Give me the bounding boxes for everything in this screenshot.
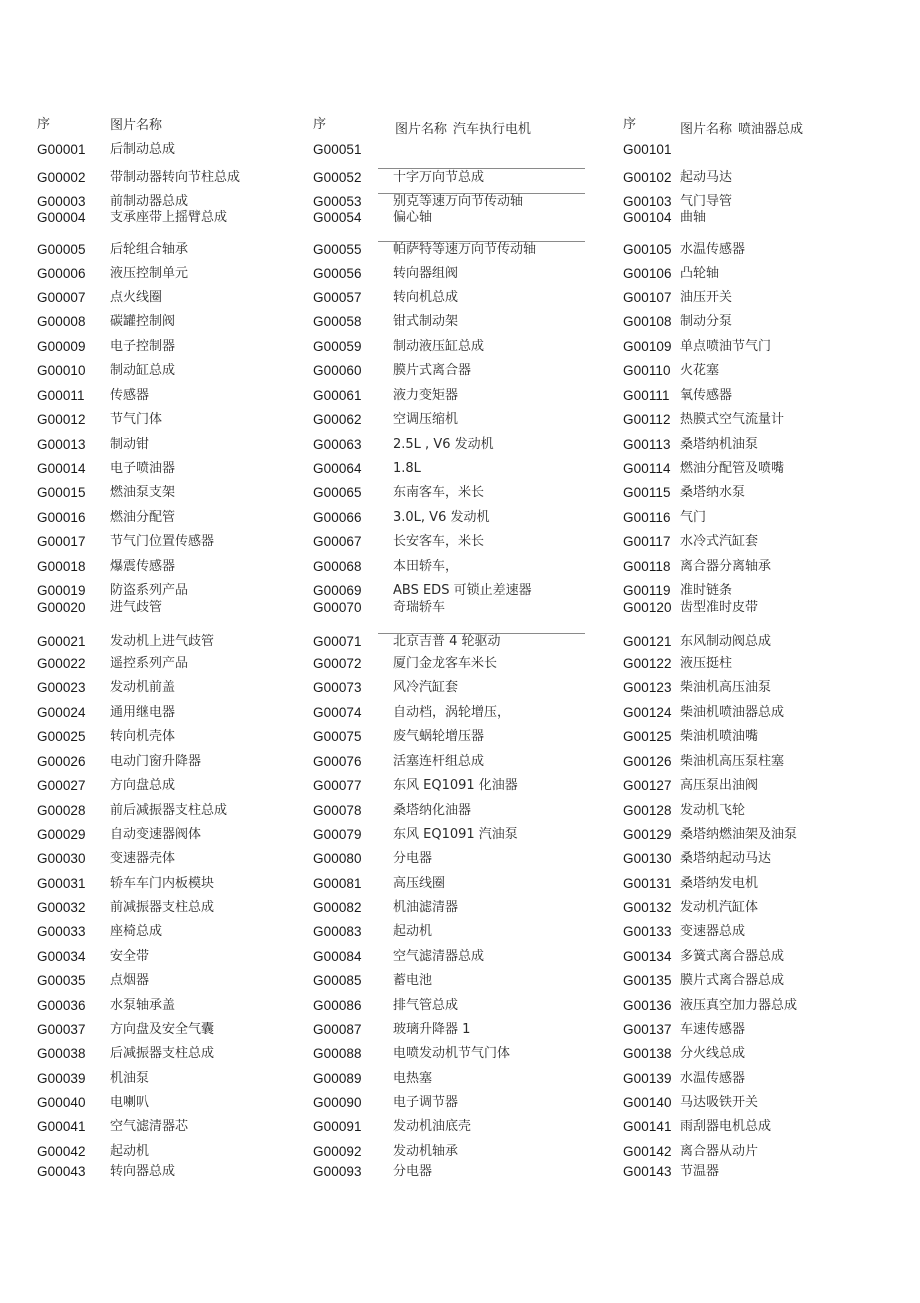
part-code: G00120: [623, 600, 672, 615]
divider-line: [378, 168, 585, 169]
part-name: 桑塔纳燃油架及油泵: [680, 827, 798, 842]
part-code: G00082: [313, 900, 362, 915]
part-name: 分火线总成: [680, 1046, 746, 1061]
part-name: 起动机: [393, 924, 433, 939]
part-name: 柴油机高压油泵: [680, 680, 772, 695]
part-code: G00117: [623, 534, 671, 549]
part-code: G00020: [37, 600, 86, 615]
part-name: 电动门窗升降器: [110, 754, 202, 769]
part-name: 准时链条: [680, 583, 733, 598]
column-header-seq: 序: [623, 117, 637, 132]
part-code: G00065: [313, 485, 362, 500]
part-code: G00130: [623, 851, 672, 866]
part-code: G00025: [37, 729, 86, 744]
part-name: 电喇叭: [110, 1095, 150, 1110]
part-name: 前制动器总成: [110, 194, 189, 209]
part-code: G00052: [313, 170, 362, 185]
part-code: G00008: [37, 314, 86, 329]
part-name: 桑塔纳水泵: [680, 485, 746, 500]
part-name: 带制动器转向节柱总成: [110, 170, 241, 185]
part-code: G00018: [37, 559, 86, 574]
part-name: 自动变速器阀体: [110, 827, 202, 842]
column-header-name: [680, 122, 803, 138]
part-name: 单点喷油节气门: [680, 339, 772, 354]
part-code: G00066: [313, 510, 362, 525]
part-code: G00113: [623, 437, 671, 452]
part-code: G00101: [623, 142, 672, 157]
part-name: 柴油机高压泵柱塞: [680, 754, 785, 769]
part-name: 传感器: [110, 388, 150, 403]
part-name: 东风 EQ1091 汽油泵: [393, 827, 518, 842]
part-code: G00043: [37, 1164, 86, 1179]
part-code: G00092: [313, 1144, 362, 1159]
part-name: 转向机总成: [393, 290, 459, 305]
part-code: G00017: [37, 534, 86, 549]
part-name: 轿车车门内板模块: [110, 876, 215, 891]
part-name: 齿型准时皮带: [680, 600, 759, 615]
part-code: G00080: [313, 851, 362, 866]
part-name: 电热塞: [393, 1071, 433, 1086]
part-name: 奇瑞轿车: [393, 600, 446, 615]
part-name: 水冷式汽缸套: [680, 534, 759, 549]
part-name: 高压泵出油阀: [680, 778, 759, 793]
part-code: G00077: [313, 778, 362, 793]
part-name: 液压控制单元: [110, 266, 189, 281]
part-code: G00075: [313, 729, 362, 744]
part-name: 燃油泵支架: [110, 485, 176, 500]
part-code: G00006: [37, 266, 86, 281]
part-code: G00138: [623, 1046, 672, 1061]
part-code: G00127: [623, 778, 672, 793]
part-name: 桑塔纳化油器: [393, 803, 472, 818]
part-name: 马达吸铁开关: [680, 1095, 759, 1110]
part-code: G00013: [37, 437, 86, 452]
part-code: G00078: [313, 803, 362, 818]
part-code: G00116: [623, 510, 671, 525]
divider-line: [378, 193, 585, 194]
part-code: G00128: [623, 803, 672, 818]
part-name: 膜片式离合器总成: [680, 973, 785, 988]
part-code: G00023: [37, 680, 86, 695]
part-code: G00039: [37, 1071, 86, 1086]
part-code: G00032: [37, 900, 86, 915]
part-name: 空调压缩机: [393, 412, 459, 427]
part-name: 活塞连杆组总成: [393, 754, 485, 769]
part-name: 雨刮器电机总成: [680, 1119, 772, 1134]
part-name: 水温传感器: [680, 1071, 746, 1086]
part-code: G00074: [313, 705, 362, 720]
part-name: 发动机轴承: [393, 1144, 459, 1159]
part-name: 多簧式离合器总成: [680, 949, 785, 964]
part-name: 前后减振器支柱总成: [110, 803, 228, 818]
part-name: 发动机汽缸体: [680, 900, 759, 915]
part-code: G00141: [623, 1119, 672, 1134]
part-name: 别克等速万向节传动轴: [393, 194, 524, 209]
part-name: 高压线圈: [393, 876, 446, 891]
part-code: G00021: [37, 634, 86, 649]
part-code: G00019: [37, 583, 86, 598]
part-code: G00028: [37, 803, 86, 818]
part-code: G00102: [623, 170, 672, 185]
part-name: ABS EDS 可锁止差速器: [393, 583, 532, 598]
part-name: 节温器: [680, 1164, 720, 1179]
part-name: 后制动总成: [110, 142, 176, 157]
part-code: G00067: [313, 534, 362, 549]
part-code: G00012: [37, 412, 86, 427]
part-name: 车速传感器: [680, 1022, 746, 1037]
part-name: 碳罐控制阀: [110, 314, 176, 329]
part-name: 起动马达: [680, 170, 733, 185]
part-code: G00085: [313, 973, 362, 988]
part-name: 钳式制动架: [393, 314, 459, 329]
part-code: G00051: [313, 142, 362, 157]
part-name: 东风制动阀总成: [680, 634, 772, 649]
part-name: 变速器总成: [680, 924, 746, 939]
part-name: 油压开关: [680, 290, 733, 305]
part-code: G00070: [313, 600, 362, 615]
part-code: G00143: [623, 1164, 672, 1179]
part-name: 节气门位置传感器: [110, 534, 215, 549]
part-name: 通用继电器: [110, 705, 176, 720]
part-name: 方向盘及安全气囊: [110, 1022, 215, 1037]
divider-line: [378, 633, 585, 634]
part-code: G00105: [623, 242, 672, 257]
part-code: G00037: [37, 1022, 86, 1037]
part-name: 北京吉普 4 轮驱动: [393, 634, 501, 649]
part-code: G00108: [623, 314, 672, 329]
part-name: 转向机壳体: [110, 729, 176, 744]
part-code: G00071: [313, 634, 362, 649]
part-name: 离合器从动片: [680, 1144, 759, 1159]
part-code: G00010: [37, 363, 86, 378]
part-name: 制动钳: [110, 437, 150, 452]
part-code: G00123: [623, 680, 672, 695]
part-code: G00072: [313, 656, 362, 671]
part-code: G00134: [623, 949, 672, 964]
part-code: G00109: [623, 339, 672, 354]
part-code: G00063: [313, 437, 362, 452]
part-name: 点火线圈: [110, 290, 163, 305]
part-name: 点烟器: [110, 973, 150, 988]
part-name: 机油泵: [110, 1071, 150, 1086]
part-code: G00060: [313, 363, 362, 378]
part-name: 氧传感器: [680, 388, 733, 403]
part-code: G00022: [37, 656, 86, 671]
part-name: 防盗系列产品: [110, 583, 189, 598]
part-name: 变速器壳体: [110, 851, 176, 866]
part-code: G00111: [623, 388, 670, 403]
part-name: 发动机油底壳: [393, 1119, 472, 1134]
part-name: 方向盘总成: [110, 778, 176, 793]
part-code: G00054: [313, 210, 362, 225]
part-code: G00112: [623, 412, 671, 427]
part-code: G00121: [623, 634, 672, 649]
column-header-extra: 喷油器总成: [738, 122, 804, 137]
part-name: 柴油机喷油嘴: [680, 729, 759, 744]
part-name: 偏心轴: [393, 210, 433, 225]
part-code: G00040: [37, 1095, 86, 1110]
part-code: G00029: [37, 827, 86, 842]
part-name: 东南客车，米长: [393, 485, 485, 500]
column-header-seq: 序: [313, 117, 327, 132]
part-name: 转向器总成: [110, 1164, 176, 1179]
part-name: 玻璃升降器 1: [393, 1022, 471, 1037]
part-name: 空气滤清器芯: [110, 1119, 189, 1134]
part-code: G00129: [623, 827, 672, 842]
part-code: G00042: [37, 1144, 86, 1159]
part-code: G00062: [313, 412, 362, 427]
part-code: G00131: [623, 876, 672, 891]
part-code: G00030: [37, 851, 86, 866]
part-code: G00091: [313, 1119, 362, 1134]
part-name: 厦门金龙客车米长: [393, 656, 498, 671]
part-name: 爆震传感器: [110, 559, 176, 574]
part-name: 水温传感器: [680, 242, 746, 257]
part-name: 液力变矩器: [393, 388, 459, 403]
part-code: G00035: [37, 973, 86, 988]
column-header-name: 图片名称: [110, 118, 163, 133]
part-name: 机油滤清器: [393, 900, 459, 915]
part-name: 柴油机喷油器总成: [680, 705, 785, 720]
part-name: 电子喷油器: [110, 461, 176, 476]
part-name: 凸轮轴: [680, 266, 720, 281]
part-name: 水泵轴承盖: [110, 998, 176, 1013]
part-name: 电子调节器: [393, 1095, 459, 1110]
part-code: G00016: [37, 510, 86, 525]
part-name: 制动缸总成: [110, 363, 176, 378]
part-code: G00011: [37, 388, 85, 403]
column-header-label: 图片名称: [395, 122, 448, 137]
part-code: G00079: [313, 827, 362, 842]
part-code: G00076: [313, 754, 362, 769]
part-name: 废气蜗轮增压器: [393, 729, 485, 744]
part-code: G00081: [313, 876, 362, 891]
part-code: G00059: [313, 339, 362, 354]
column-header-seq: 序: [37, 117, 51, 132]
part-code: G00087: [313, 1022, 362, 1037]
part-code: G00140: [623, 1095, 672, 1110]
part-name: 蓄电池: [393, 973, 433, 988]
column-header-label: 图片名称: [680, 122, 733, 137]
part-code: G00118: [623, 559, 671, 574]
part-name: 排气管总成: [393, 998, 459, 1013]
part-name: 东风 EQ1091 化油器: [393, 778, 518, 793]
part-name: 发动机前盖: [110, 680, 176, 695]
part-name: 帕萨特等速万向节传动轴: [393, 242, 537, 257]
part-name: 制动分泵: [680, 314, 733, 329]
part-name: 液压挺柱: [680, 656, 733, 671]
part-code: G00041: [37, 1119, 86, 1134]
part-code: G00024: [37, 705, 86, 720]
part-code: G00115: [623, 485, 671, 500]
part-code: G00068: [313, 559, 362, 574]
part-code: G00083: [313, 924, 362, 939]
part-code: G00073: [313, 680, 362, 695]
part-code: G00064: [313, 461, 362, 476]
part-name: 3.0L, V6 发动机: [393, 510, 490, 525]
part-code: G00122: [623, 656, 672, 671]
part-code: G00002: [37, 170, 86, 185]
part-name: 风冷汽缸套: [393, 680, 459, 695]
part-name: 本田轿车，: [393, 559, 459, 574]
column-header-name: [395, 122, 531, 138]
part-name: 长安客车，米长: [393, 534, 485, 549]
part-name: 前减振器支柱总成: [110, 900, 215, 915]
part-name: 电子控制器: [110, 339, 176, 354]
part-code: G00126: [623, 754, 672, 769]
part-name: 2.5L , V6 发动机: [393, 437, 494, 452]
part-name: 转向器组阀: [393, 266, 459, 281]
part-code: G00061: [313, 388, 362, 403]
part-code: G00114: [623, 461, 671, 476]
part-code: G00027: [37, 778, 86, 793]
part-code: G00036: [37, 998, 86, 1013]
part-code: G00053: [313, 194, 362, 209]
part-name: 桑塔纳机油泵: [680, 437, 759, 452]
part-code: G00084: [313, 949, 362, 964]
part-name: 分电器: [393, 1164, 433, 1179]
column-header-extra: 汽车执行电机: [453, 122, 532, 137]
part-name: 节气门体: [110, 412, 163, 427]
part-code: G00038: [37, 1046, 86, 1061]
part-code: G00058: [313, 314, 362, 329]
part-code: G00119: [623, 583, 671, 598]
part-name: 曲轴: [680, 210, 707, 225]
part-code: G00056: [313, 266, 362, 281]
part-code: G00103: [623, 194, 672, 209]
part-code: G00090: [313, 1095, 362, 1110]
part-code: G00142: [623, 1144, 672, 1159]
part-name: 桑塔纳发电机: [680, 876, 759, 891]
part-code: G00033: [37, 924, 86, 939]
part-name: 安全带: [110, 949, 150, 964]
part-code: G00106: [623, 266, 672, 281]
part-name: 后轮组合轴承: [110, 242, 189, 257]
part-code: G00034: [37, 949, 86, 964]
part-code: G00031: [37, 876, 86, 891]
part-name: 起动机: [110, 1144, 150, 1159]
part-code: G00107: [623, 290, 672, 305]
part-code: G00089: [313, 1071, 362, 1086]
part-code: G00026: [37, 754, 86, 769]
part-name: 制动液压缸总成: [393, 339, 485, 354]
part-code: G00133: [623, 924, 672, 939]
part-code: G00015: [37, 485, 86, 500]
part-name: 热膜式空气流量计: [680, 412, 785, 427]
part-name: 火花塞: [680, 363, 720, 378]
part-code: G00132: [623, 900, 672, 915]
part-code: G00135: [623, 973, 672, 988]
part-code: G00003: [37, 194, 86, 209]
part-code: G00088: [313, 1046, 362, 1061]
part-code: G00110: [623, 363, 671, 378]
part-code: G00104: [623, 210, 672, 225]
part-name: 后减振器支柱总成: [110, 1046, 215, 1061]
part-name: 进气歧管: [110, 600, 163, 615]
part-code: G00004: [37, 210, 86, 225]
part-name: 遥控系列产品: [110, 656, 189, 671]
part-name: 座椅总成: [110, 924, 163, 939]
part-code: G00093: [313, 1164, 362, 1179]
part-name: 空气滤清器总成: [393, 949, 485, 964]
part-code: G00007: [37, 290, 86, 305]
part-name: 燃油分配管及喷嘴: [680, 461, 785, 476]
part-name: 液压真空加力器总成: [680, 998, 798, 1013]
part-name: 1.8L: [393, 461, 421, 476]
part-code: G00001: [37, 142, 86, 157]
part-name: 自动档，涡轮增压，: [393, 705, 511, 720]
part-code: G00014: [37, 461, 86, 476]
part-code: G00057: [313, 290, 362, 305]
part-code: G00069: [313, 583, 362, 598]
part-code: G00125: [623, 729, 672, 744]
part-name: 电喷发动机节气门体: [393, 1046, 511, 1061]
part-name: 十字万向节总成: [393, 170, 485, 185]
part-name: 分电器: [393, 851, 433, 866]
part-code: G00055: [313, 242, 362, 257]
part-code: G00005: [37, 242, 86, 257]
part-name: 发动机飞轮: [680, 803, 746, 818]
part-name: 桑塔纳起动马达: [680, 851, 772, 866]
part-name: 发动机上进气歧管: [110, 634, 215, 649]
part-code: G00136: [623, 998, 672, 1013]
part-name: 离合器分离轴承: [680, 559, 772, 574]
part-code: G00009: [37, 339, 86, 354]
divider-line: [378, 241, 585, 242]
part-name: 膜片式离合器: [393, 363, 472, 378]
part-name: 支承座带上摇臂总成: [110, 210, 228, 225]
part-code: G00137: [623, 1022, 672, 1037]
part-name: 气门: [680, 510, 707, 525]
part-code: G00124: [623, 705, 672, 720]
part-name: 燃油分配管: [110, 510, 176, 525]
part-code: G00086: [313, 998, 362, 1013]
part-name: 气门导管: [680, 194, 733, 209]
part-code: G00139: [623, 1071, 672, 1086]
